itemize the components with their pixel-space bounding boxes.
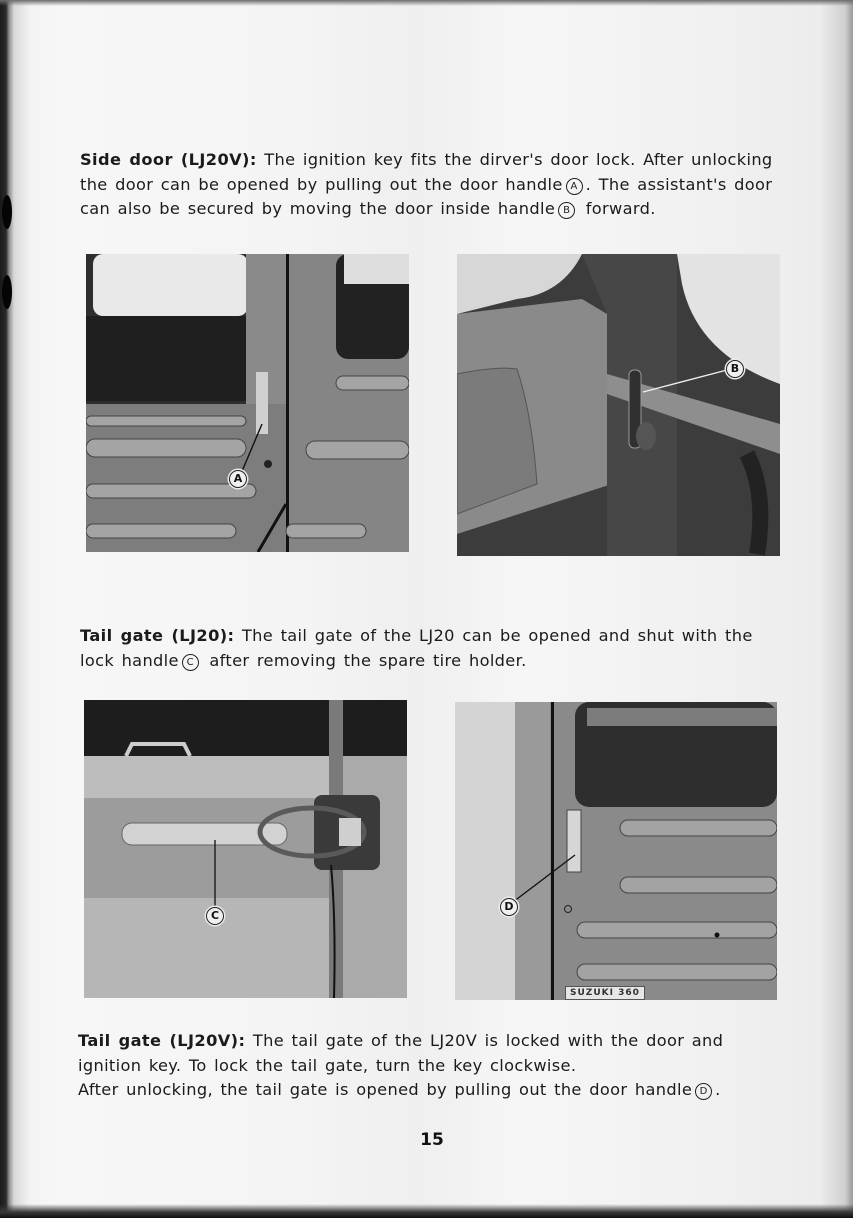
text-run: The tail gate of the LJ20 can be opened and shut with the: [241, 626, 753, 645]
text-run: ignition key. To lock the tail gate, turn the key clockwise.: [78, 1055, 577, 1075]
text-line: [80, 624, 780, 649]
callout-c: C: [206, 907, 224, 925]
callout-ref-c: C: [182, 654, 199, 671]
suzuki-360-badge: SUZUKI 360: [565, 986, 645, 1000]
section-tail-gate-lj20: [80, 624, 780, 673]
section-side-door-lj20v: [80, 148, 780, 222]
section-heading: Tail gate (LJ20V):: [78, 1031, 246, 1050]
callout-ref-a: A: [566, 178, 583, 195]
page-number: 15: [420, 1130, 444, 1150]
text-run: forward.: [578, 199, 656, 218]
figure-side-door-inside: [457, 254, 780, 556]
text-line: [80, 197, 780, 222]
section-heading: Side door (LJ20V):: [80, 150, 257, 169]
figure-tail-gate-door-handle: [455, 702, 777, 1000]
binding-edge: [0, 0, 14, 1218]
callout-a: A: [229, 470, 247, 488]
text-run: can also be secured by moving the door inside handle: [80, 199, 556, 218]
figure-side-door-exterior: [86, 254, 409, 552]
text-line: [80, 649, 780, 674]
text-line: [78, 1029, 778, 1054]
text-run: After unlocking, the tail gate is opened by pulling out the door handle: [78, 1080, 693, 1099]
section-heading: Tail gate (LJ20):: [80, 626, 235, 645]
text-line: [80, 173, 780, 198]
tail-gate-door-photo: [455, 702, 777, 1000]
page-bottom-edge: [0, 1204, 853, 1218]
text-run: The tail gate of the LJ20V is locked with the door and: [252, 1031, 724, 1050]
callout-ref-d: D: [695, 1083, 712, 1100]
side-door-inside-photo: [457, 254, 780, 556]
callout-ref-b: B: [558, 202, 575, 219]
text-run: .: [715, 1080, 721, 1099]
section-tail-gate-lj20v: [78, 1029, 778, 1103]
tail-gate-lock-photo: [84, 700, 407, 998]
text-run: . The assistant's door: [585, 174, 773, 194]
text-line: [80, 148, 780, 173]
text-run: lock handle: [80, 650, 179, 670]
figure-tail-gate-lock-handle: [84, 700, 407, 998]
side-door-exterior-photo: [86, 254, 409, 552]
text-run: after removing the spare tire holder.: [201, 650, 527, 670]
text-line: [78, 1078, 778, 1103]
text-run: The ignition key fits the dirver's door lock. After unlocking: [264, 150, 773, 169]
callout-b: B: [726, 360, 744, 378]
text-run: the door can be opened by pulling out the door handle: [80, 174, 563, 194]
callout-d: D: [500, 898, 518, 916]
page-top-shadow: [0, 0, 853, 6]
text-line: [78, 1054, 778, 1079]
